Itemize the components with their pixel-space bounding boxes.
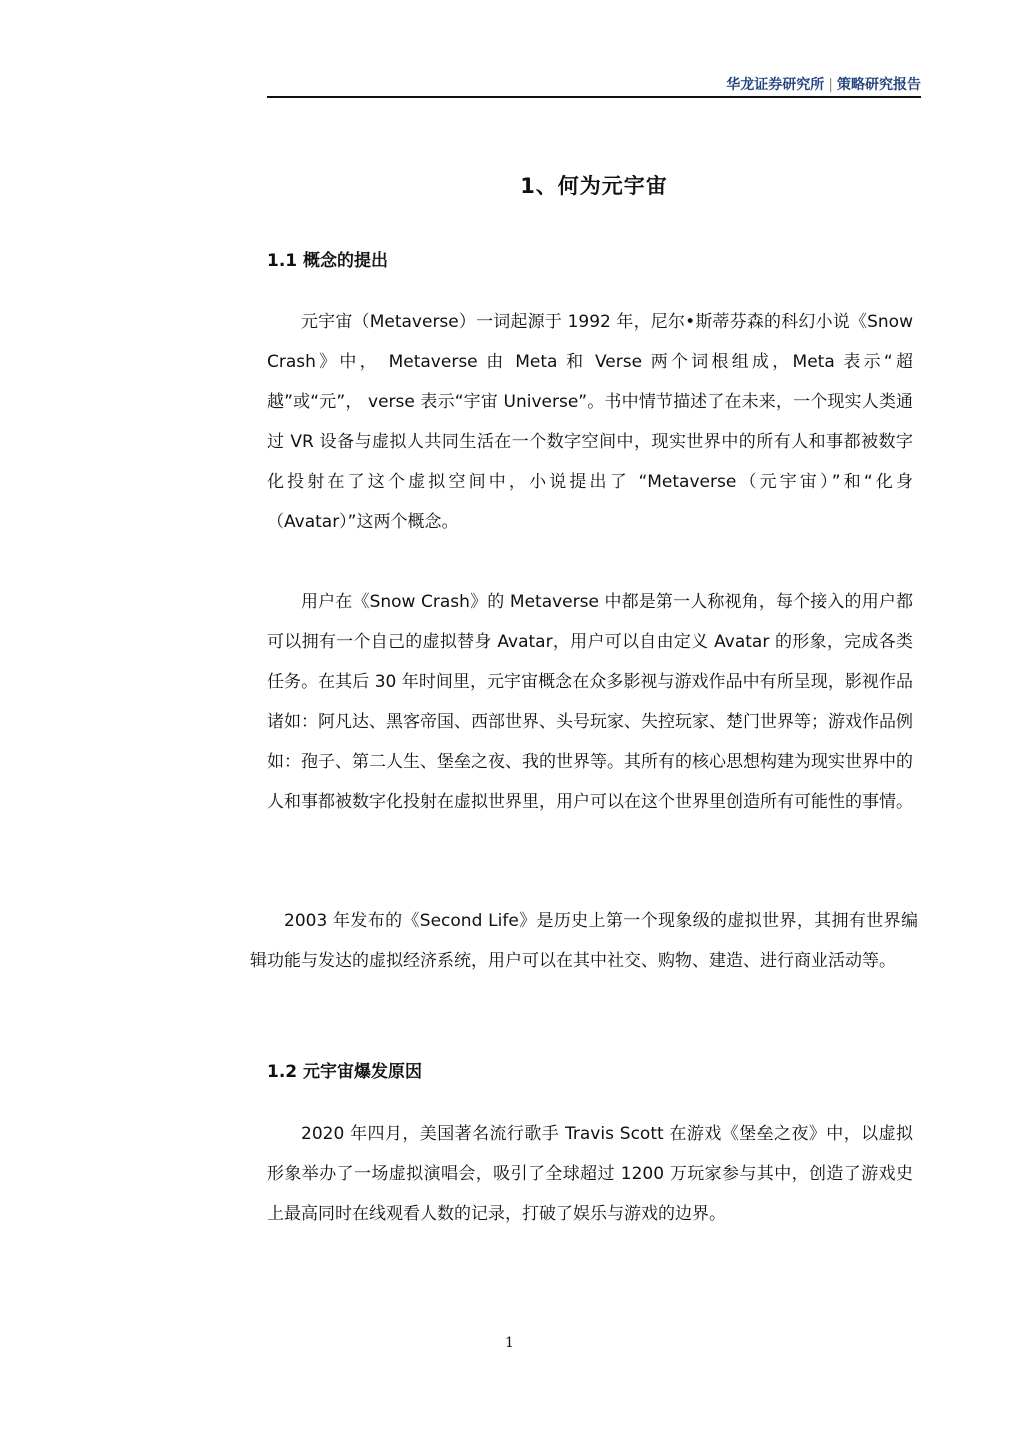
page-title: 1、何为元宇宙	[520, 174, 668, 198]
header-text	[726, 74, 921, 94]
header-report-type: 策略研究报告	[837, 77, 921, 93]
page-header	[267, 74, 921, 98]
paragraph-travis-scott: 2020 年四月，美国著名流行歌手 Travis Scott 在游戏《堡垒之夜》中，以虚拟形象举办了一场虚拟演唱会，吸引了全球超过 1200 万玩家参与其中，创造了游戏史上最高同时在线观看人数的记录，打破了娱乐与游戏的边界。	[267, 1124, 913, 1224]
paragraph-concept-origin: 元宇宙（Metaverse）一词起源于 1992 年，尼尔•斯蒂芬森的科幻小说《Snow Crash》中， Metaverse 由 Meta 和 Verse 两个词根组成，Meta 表示“超越”或“元”， verse 表示“宇宙 Universe”。书中情节描述了在未来，一个现实人类通过 VR 设备与虚拟人共同生活在一个数字空间中，现实世界中的所有人和事都被数字化投射在了这个虚拟空间中，小说提出了 “Metaverse（元宇宙）”和“化身（Avatar）”这两个概念。	[267, 312, 913, 532]
section-heading-1-1: 1.1 概念的提出	[267, 251, 389, 271]
paragraph-second-life: 2003 年发布的《Second Life》是历史上第一个现象级的虚拟世界，其拥有世界编辑功能与发达的虚拟经济系统，用户可以在其中社交、购物、建造、进行商业活动等。	[250, 911, 918, 971]
header-separator: |	[828, 77, 833, 93]
section-heading-1-2: 1.2 元宇宙爆发原因	[267, 1062, 423, 1082]
paragraph-snow-crash: 用户在《Snow Crash》的 Metaverse 中都是第一人称视角，每个接入的用户都可以拥有一个自己的虚拟替身 Avatar，用户可以自由定义 Avatar 的形象，完成各类任务。在其后 30 年时间里，元宇宙概念在众多影视与游戏作品中有所呈现，影视作品诸如：阿凡达、黑客帝国、西部世界、头号玩家、失控玩家、楚门世界等；游戏作品例如：孢子、第二人生、堡垒之夜、我的世界等。其所有的核心思想构建为现实世界中的人和事都被数字化投射在虚拟世界里，用户可以在这个世界里创造所有可能性的事情。	[267, 592, 913, 812]
header-org: 华龙证券研究所	[726, 77, 825, 93]
page-number: 1	[505, 1335, 514, 1351]
